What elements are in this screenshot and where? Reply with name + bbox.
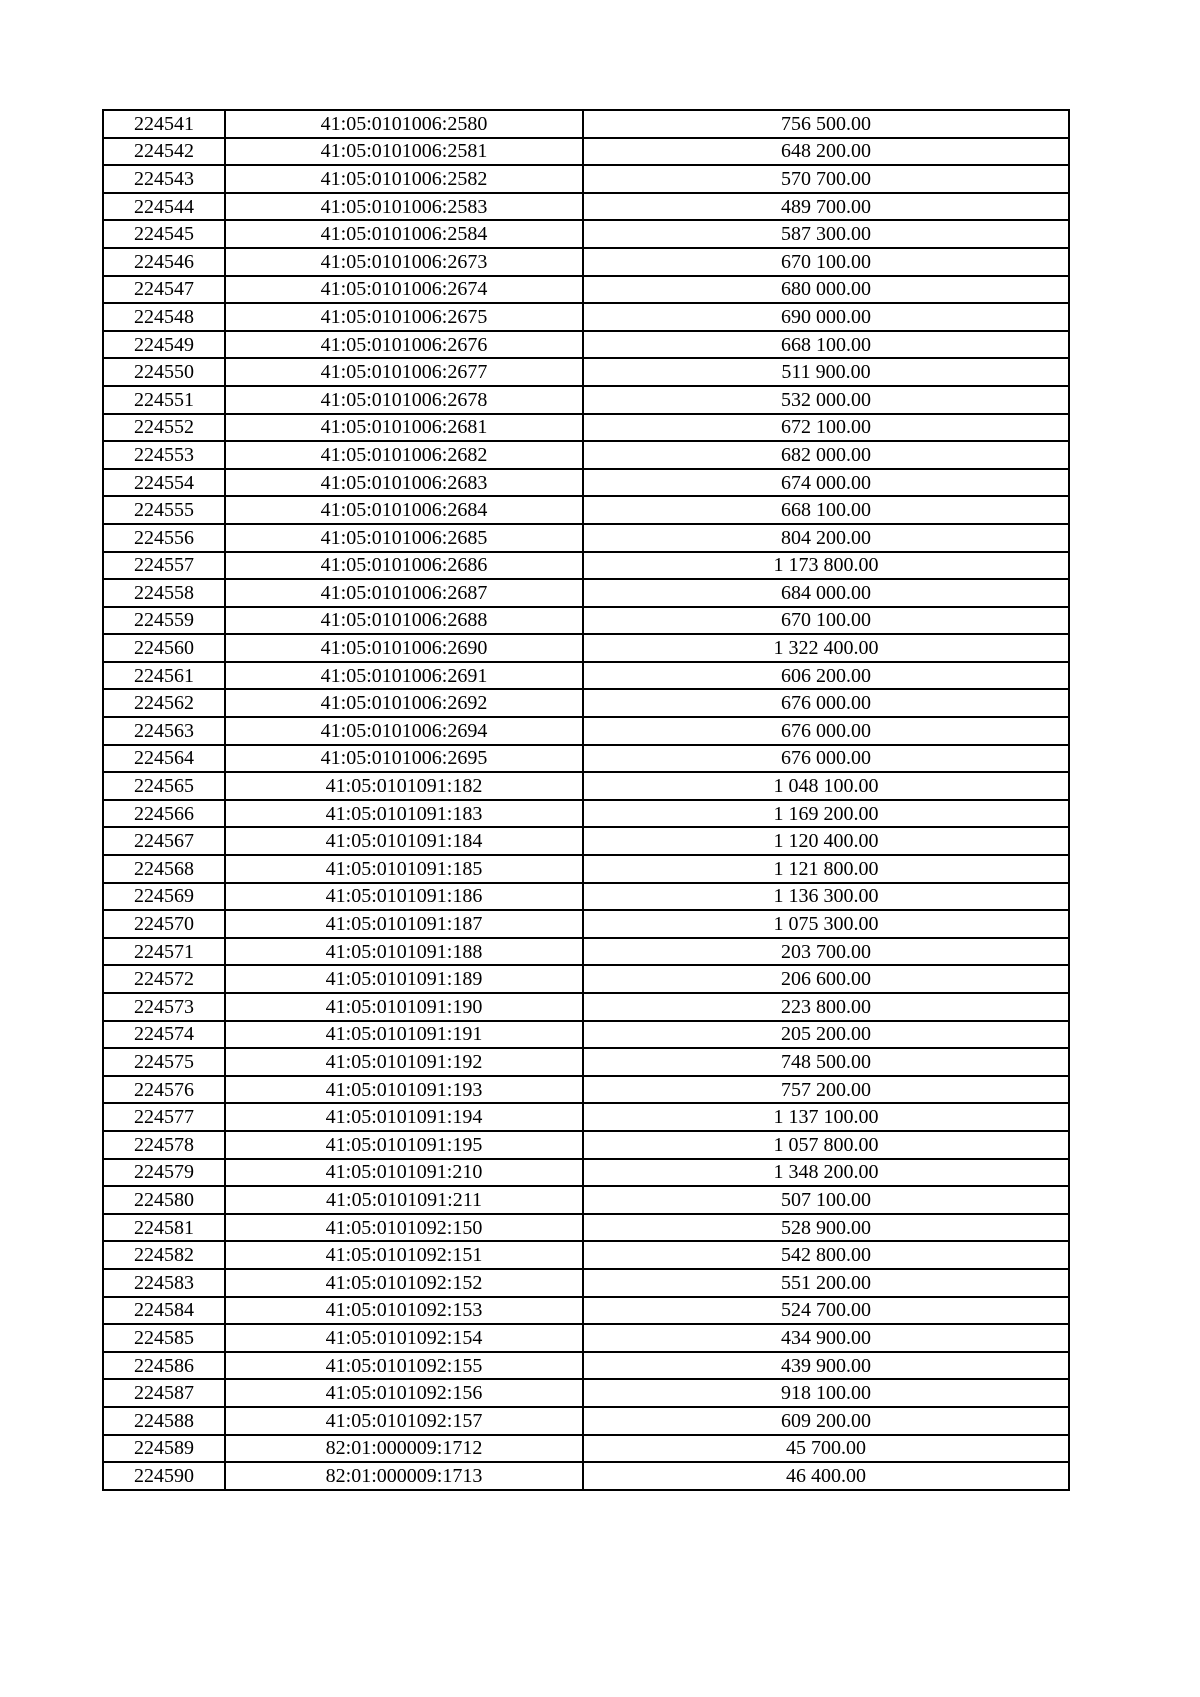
row-number-cell: 224546 [103, 248, 225, 276]
cadastral-number-cell: 41:05:0101006:2690 [225, 634, 583, 662]
cadastral-number-cell: 41:05:0101006:2691 [225, 662, 583, 690]
table-row [103, 689, 1069, 717]
cadastral-value-cell: 676 000.00 [583, 689, 1069, 717]
cadastral-value-cell: 648 200.00 [583, 138, 1069, 166]
row-number-cell: 224542 [103, 138, 225, 166]
table-row [103, 358, 1069, 386]
table-row [103, 469, 1069, 497]
table-row [103, 800, 1069, 828]
cadastral-value-cell: 680 000.00 [583, 276, 1069, 304]
cadastral-value-cell: 570 700.00 [583, 165, 1069, 193]
row-number-cell: 224572 [103, 965, 225, 993]
row-number-cell: 224577 [103, 1103, 225, 1131]
cadastral-value-cell: 1 348 200.00 [583, 1159, 1069, 1187]
cadastral-number-cell: 41:05:0101091:190 [225, 993, 583, 1021]
cadastral-value-cell: 1 048 100.00 [583, 772, 1069, 800]
row-number-cell: 224571 [103, 938, 225, 966]
table-row [103, 110, 1069, 138]
row-number-cell: 224586 [103, 1352, 225, 1380]
cadastral-value-cell: 1 322 400.00 [583, 634, 1069, 662]
cadastral-number-cell: 82:01:000009:1713 [225, 1462, 583, 1490]
cadastral-number-cell: 41:05:0101006:2580 [225, 110, 583, 138]
table-row [103, 965, 1069, 993]
cadastral-number-cell: 41:05:0101006:2583 [225, 193, 583, 221]
cadastral-number-cell: 41:05:0101006:2685 [225, 524, 583, 552]
cadastral-number-cell: 41:05:0101006:2582 [225, 165, 583, 193]
row-number-cell: 224550 [103, 358, 225, 386]
cadastral-value-cell: 690 000.00 [583, 303, 1069, 331]
cadastral-value-cell: 434 900.00 [583, 1324, 1069, 1352]
cadastral-number-cell: 82:01:000009:1712 [225, 1435, 583, 1463]
cadastral-value-cell: 489 700.00 [583, 193, 1069, 221]
table-row [103, 993, 1069, 1021]
cadastral-number-cell: 41:05:0101006:2684 [225, 496, 583, 524]
cadastral-number-cell: 41:05:0101092:154 [225, 1324, 583, 1352]
cadastral-value-cell: 551 200.00 [583, 1269, 1069, 1297]
cadastral-value-cell: 528 900.00 [583, 1214, 1069, 1242]
row-number-cell: 224560 [103, 634, 225, 662]
table-row [103, 662, 1069, 690]
cadastral-number-cell: 41:05:0101006:2677 [225, 358, 583, 386]
cadastral-value-cell: 606 200.00 [583, 662, 1069, 690]
table-row [103, 193, 1069, 221]
row-number-cell: 224567 [103, 827, 225, 855]
row-number-cell: 224556 [103, 524, 225, 552]
table-row [103, 1379, 1069, 1407]
row-number-cell: 224552 [103, 414, 225, 442]
table-row [103, 855, 1069, 883]
row-number-cell: 224565 [103, 772, 225, 800]
cadastral-number-cell: 41:05:0101006:2688 [225, 607, 583, 635]
table-row [103, 1241, 1069, 1269]
cadastral-value-cell: 670 100.00 [583, 248, 1069, 276]
table-row [103, 1214, 1069, 1242]
cadastral-number-cell: 41:05:0101091:184 [225, 827, 583, 855]
table-row [103, 1269, 1069, 1297]
table-row [103, 165, 1069, 193]
row-number-cell: 224549 [103, 331, 225, 359]
cadastral-number-cell: 41:05:0101091:182 [225, 772, 583, 800]
cadastral-value-cell: 1 173 800.00 [583, 552, 1069, 580]
cadastral-number-cell: 41:05:0101091:191 [225, 1021, 583, 1049]
cadastral-number-cell: 41:05:0101006:2694 [225, 717, 583, 745]
row-number-cell: 224578 [103, 1131, 225, 1159]
cadastral-value-cell: 676 000.00 [583, 717, 1069, 745]
cadastral-number-cell: 41:05:0101091:188 [225, 938, 583, 966]
table-row [103, 717, 1069, 745]
row-number-cell: 224590 [103, 1462, 225, 1490]
cadastral-number-cell: 41:05:0101006:2681 [225, 414, 583, 442]
cadastral-number-cell: 41:05:0101092:151 [225, 1241, 583, 1269]
cadastral-number-cell: 41:05:0101091:189 [225, 965, 583, 993]
row-number-cell: 224589 [103, 1435, 225, 1463]
table-row [103, 386, 1069, 414]
table-row [103, 441, 1069, 469]
table-row [103, 1076, 1069, 1104]
cadastral-number-cell: 41:05:0101006:2674 [225, 276, 583, 304]
table-row [103, 1159, 1069, 1187]
row-number-cell: 224575 [103, 1048, 225, 1076]
cadastral-value-cell: 1 121 800.00 [583, 855, 1069, 883]
cadastral-number-cell: 41:05:0101006:2584 [225, 220, 583, 248]
cadastral-value-table [102, 109, 1070, 1491]
row-number-cell: 224579 [103, 1159, 225, 1187]
row-number-cell: 224563 [103, 717, 225, 745]
table-row [103, 524, 1069, 552]
table-row [103, 1048, 1069, 1076]
cadastral-value-cell: 757 200.00 [583, 1076, 1069, 1104]
table-row [103, 552, 1069, 580]
cadastral-value-cell: 205 200.00 [583, 1021, 1069, 1049]
cadastral-number-cell: 41:05:0101006:2695 [225, 745, 583, 773]
cadastral-value-cell: 682 000.00 [583, 441, 1069, 469]
row-number-cell: 224584 [103, 1297, 225, 1325]
table-row [103, 496, 1069, 524]
cadastral-value-cell: 674 000.00 [583, 469, 1069, 497]
table-row [103, 220, 1069, 248]
row-number-cell: 224580 [103, 1186, 225, 1214]
cadastral-number-cell: 41:05:0101091:186 [225, 883, 583, 911]
cadastral-number-cell: 41:05:0101091:210 [225, 1159, 583, 1187]
cadastral-number-cell: 41:05:0101006:2687 [225, 579, 583, 607]
cadastral-number-cell: 41:05:0101091:187 [225, 910, 583, 938]
cadastral-number-cell: 41:05:0101006:2676 [225, 331, 583, 359]
cadastral-value-cell: 206 600.00 [583, 965, 1069, 993]
table-row [103, 745, 1069, 773]
row-number-cell: 224545 [103, 220, 225, 248]
cadastral-value-cell: 507 100.00 [583, 1186, 1069, 1214]
row-number-cell: 224559 [103, 607, 225, 635]
cadastral-value-cell: 748 500.00 [583, 1048, 1069, 1076]
table-row [103, 1435, 1069, 1463]
table-row [103, 303, 1069, 331]
row-number-cell: 224583 [103, 1269, 225, 1297]
row-number-cell: 224573 [103, 993, 225, 1021]
table-row [103, 1407, 1069, 1435]
table-row [103, 634, 1069, 662]
table-row [103, 1352, 1069, 1380]
cadastral-value-cell: 1 057 800.00 [583, 1131, 1069, 1159]
row-number-cell: 224568 [103, 855, 225, 883]
row-number-cell: 224541 [103, 110, 225, 138]
cadastral-number-cell: 41:05:0101006:2692 [225, 689, 583, 717]
table-row [103, 1103, 1069, 1131]
cadastral-value-cell: 676 000.00 [583, 745, 1069, 773]
cadastral-number-cell: 41:05:0101091:195 [225, 1131, 583, 1159]
table-row [103, 248, 1069, 276]
row-number-cell: 224561 [103, 662, 225, 690]
cadastral-number-cell: 41:05:0101091:192 [225, 1048, 583, 1076]
table-row [103, 414, 1069, 442]
cadastral-number-cell: 41:05:0101006:2581 [225, 138, 583, 166]
cadastral-value-cell: 1 120 400.00 [583, 827, 1069, 855]
cadastral-value-cell: 223 800.00 [583, 993, 1069, 1021]
cadastral-value-cell: 439 900.00 [583, 1352, 1069, 1380]
table-row [103, 1462, 1069, 1490]
cadastral-value-cell: 203 700.00 [583, 938, 1069, 966]
row-number-cell: 224576 [103, 1076, 225, 1104]
cadastral-value-cell: 668 100.00 [583, 331, 1069, 359]
row-number-cell: 224582 [103, 1241, 225, 1269]
table-row [103, 331, 1069, 359]
table-body [103, 110, 1069, 1490]
cadastral-number-cell: 41:05:0101091:193 [225, 1076, 583, 1104]
cadastral-number-cell: 41:05:0101091:211 [225, 1186, 583, 1214]
table-row [103, 1021, 1069, 1049]
cadastral-value-cell: 1 169 200.00 [583, 800, 1069, 828]
cadastral-number-cell: 41:05:0101092:156 [225, 1379, 583, 1407]
row-number-cell: 224548 [103, 303, 225, 331]
table-row [103, 910, 1069, 938]
table-row [103, 827, 1069, 855]
cadastral-value-cell: 1 136 300.00 [583, 883, 1069, 911]
cadastral-number-cell: 41:05:0101092:157 [225, 1407, 583, 1435]
cadastral-number-cell: 41:05:0101006:2686 [225, 552, 583, 580]
row-number-cell: 224554 [103, 469, 225, 497]
cadastral-value-cell: 1 075 300.00 [583, 910, 1069, 938]
cadastral-value-cell: 684 000.00 [583, 579, 1069, 607]
table-row [103, 772, 1069, 800]
table-row [103, 1131, 1069, 1159]
cadastral-value-cell: 918 100.00 [583, 1379, 1069, 1407]
row-number-cell: 224551 [103, 386, 225, 414]
row-number-cell: 224564 [103, 745, 225, 773]
cadastral-value-cell: 670 100.00 [583, 607, 1069, 635]
cadastral-value-cell: 609 200.00 [583, 1407, 1069, 1435]
table-row [103, 1297, 1069, 1325]
cadastral-value-cell: 45 700.00 [583, 1435, 1069, 1463]
cadastral-number-cell: 41:05:0101091:185 [225, 855, 583, 883]
cadastral-value-cell: 804 200.00 [583, 524, 1069, 552]
row-number-cell: 224581 [103, 1214, 225, 1242]
cadastral-number-cell: 41:05:0101006:2682 [225, 441, 583, 469]
cadastral-value-cell: 542 800.00 [583, 1241, 1069, 1269]
cadastral-number-cell: 41:05:0101092:150 [225, 1214, 583, 1242]
cadastral-value-cell: 756 500.00 [583, 110, 1069, 138]
row-number-cell: 224555 [103, 496, 225, 524]
cadastral-value-cell: 46 400.00 [583, 1462, 1069, 1490]
table-row [103, 1186, 1069, 1214]
cadastral-number-cell: 41:05:0101006:2678 [225, 386, 583, 414]
table-row [103, 883, 1069, 911]
table-row [103, 138, 1069, 166]
cadastral-number-cell: 41:05:0101006:2675 [225, 303, 583, 331]
cadastral-value-cell: 511 900.00 [583, 358, 1069, 386]
cadastral-number-cell: 41:05:0101092:152 [225, 1269, 583, 1297]
row-number-cell: 224587 [103, 1379, 225, 1407]
cadastral-number-cell: 41:05:0101091:194 [225, 1103, 583, 1131]
row-number-cell: 224553 [103, 441, 225, 469]
row-number-cell: 224570 [103, 910, 225, 938]
cadastral-number-cell: 41:05:0101006:2673 [225, 248, 583, 276]
table-row [103, 1324, 1069, 1352]
row-number-cell: 224588 [103, 1407, 225, 1435]
row-number-cell: 224569 [103, 883, 225, 911]
row-number-cell: 224547 [103, 276, 225, 304]
cadastral-value-cell: 524 700.00 [583, 1297, 1069, 1325]
row-number-cell: 224544 [103, 193, 225, 221]
cadastral-number-cell: 41:05:0101006:2683 [225, 469, 583, 497]
cadastral-value-cell: 1 137 100.00 [583, 1103, 1069, 1131]
cadastral-number-cell: 41:05:0101091:183 [225, 800, 583, 828]
cadastral-value-cell: 587 300.00 [583, 220, 1069, 248]
row-number-cell: 224543 [103, 165, 225, 193]
table-row [103, 938, 1069, 966]
row-number-cell: 224557 [103, 552, 225, 580]
row-number-cell: 224558 [103, 579, 225, 607]
table-row [103, 276, 1069, 304]
cadastral-value-cell: 532 000.00 [583, 386, 1069, 414]
cadastral-number-cell: 41:05:0101092:155 [225, 1352, 583, 1380]
cadastral-value-cell: 668 100.00 [583, 496, 1069, 524]
cadastral-number-cell: 41:05:0101092:153 [225, 1297, 583, 1325]
table-row [103, 579, 1069, 607]
row-number-cell: 224562 [103, 689, 225, 717]
table-row [103, 607, 1069, 635]
row-number-cell: 224574 [103, 1021, 225, 1049]
row-number-cell: 224585 [103, 1324, 225, 1352]
cadastral-value-cell: 672 100.00 [583, 414, 1069, 442]
row-number-cell: 224566 [103, 800, 225, 828]
